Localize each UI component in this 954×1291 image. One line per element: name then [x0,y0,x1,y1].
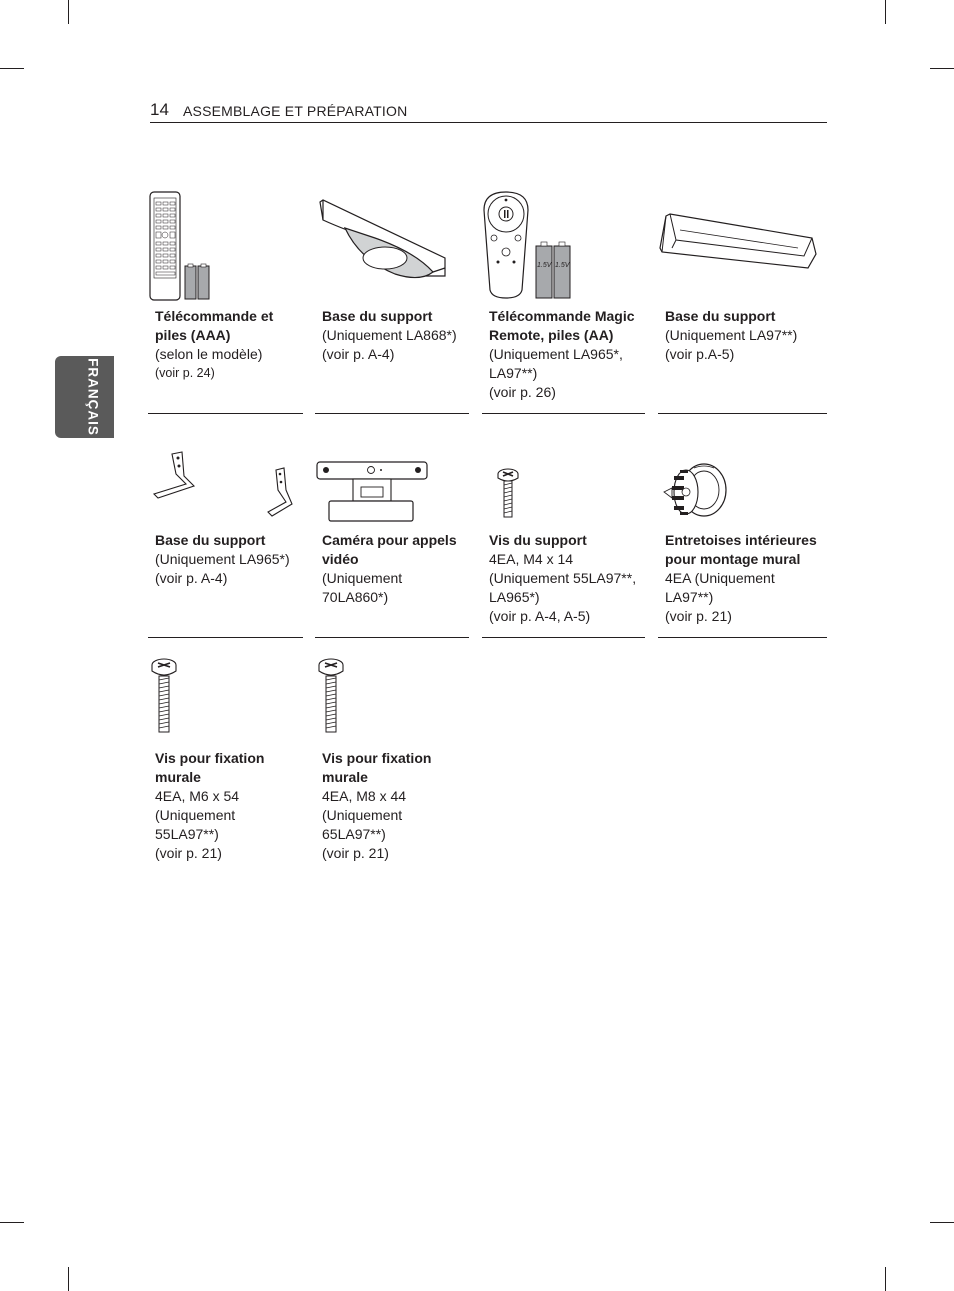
item-description [155,749,264,863]
crop-mark [0,68,24,69]
item-description [489,307,635,402]
item-detail-line: 55LA97**) [155,826,219,842]
item-description [155,307,273,383]
item-page-reference: (voir p. 24) [155,366,215,380]
item-video-camera [315,446,470,639]
item-title-line: murale [155,769,201,785]
item-page-reference: (voir p. 21) [155,845,222,861]
item-description [665,531,817,626]
row-divider [148,413,303,414]
crop-mark [930,1222,954,1223]
item-description [489,531,636,626]
item-remote [148,190,303,415]
item-detail-line: (selon le modèle) [155,346,263,362]
item-title-line: Remote, piles (AA) [489,327,614,343]
item-magic-remote [482,190,647,415]
wall-mount-spacer-icon [658,446,827,526]
item-page-reference: (voir p. 21) [665,608,732,624]
item-page-reference: (voir p. A-4) [155,570,228,586]
crop-mark [885,0,886,24]
crop-mark [68,1267,69,1291]
item-description [322,749,431,863]
item-detail-line: (Uniquement [155,807,236,823]
item-page-reference: (voir p. 21) [322,845,389,861]
wall-mount-screw-m6-icon [148,655,303,745]
item-detail-line: LA97**) [489,365,538,381]
item-detail-line: 4EA, M4 x 14 [489,551,574,567]
item-page-reference: (voir p. 26) [489,384,556,400]
item-description [665,307,797,364]
item-title-line: vidéo [322,551,359,567]
item-title-line: Entretoises intérieures [665,532,817,548]
item-detail-line: (Uniquement LA965*, [489,346,623,362]
item-detail-line: 70LA860*) [322,589,389,605]
section-title: ASSEMBLAGE ET PRÉPARATION [183,103,408,119]
video-call-camera-icon [315,446,470,526]
page-number: 14 [150,100,169,119]
item-title-line: piles (AAA) [155,327,231,343]
item-title-line: Base du support [322,308,433,324]
item-stand-base-la965 [148,446,303,639]
item-title-line: murale [322,769,368,785]
magic-remote-with-aa-batteries-icon [482,190,647,305]
language-tab [55,356,114,438]
item-detail-line: (Uniquement LA868*) [322,327,457,343]
row-divider [148,637,303,638]
item-detail-line: (Uniquement LA97**) [665,327,798,343]
item-description [322,531,457,607]
stand-base-la97-icon [658,190,827,305]
item-detail-line: 4EA, M8 x 44 [322,788,407,804]
item-detail-line: (Uniquement LA965*) [155,551,290,567]
page-header [150,100,827,123]
item-stand-base-la97 [658,190,827,415]
item-detail-line: (Uniquement [322,807,403,823]
row-divider [658,413,827,414]
item-title-line: Base du support [665,308,776,324]
crop-mark [930,68,954,69]
stand-screw-icon [482,446,647,526]
item-stand-base-la868 [315,190,470,415]
crop-mark [68,0,69,24]
item-page-reference: (voir p. A-4, A-5) [489,608,591,624]
item-page-reference: (voir p. A-4) [322,346,395,362]
item-wall-mount-screw-m6 [148,655,303,875]
item-title-line: Vis pour fixation [155,750,265,766]
item-stand-screw [482,446,647,639]
item-description [322,307,457,364]
row-divider [315,413,469,414]
stand-base-la965-icon [148,446,303,526]
item-title-line: Télécommande et [155,308,274,324]
item-detail-line: 4EA, M6 x 54 [155,788,240,804]
stand-base-la868-icon [315,190,470,305]
row-divider [315,637,469,638]
crop-mark [885,1267,886,1291]
item-title-line: Vis pour fixation [322,750,432,766]
item-page-reference: (voir p.A-5) [665,346,735,362]
item-title-line: Base du support [155,532,266,548]
item-title-line: pour montage mural [665,551,801,567]
item-wall-mount-screw-m8 [315,655,470,875]
item-title-line: Caméra pour appels [322,532,457,548]
item-detail-line: 65LA97**) [322,826,386,842]
row-divider [482,637,645,638]
wall-mount-screw-m8-icon [315,655,470,745]
item-detail-line: (Uniquement [322,570,403,586]
crop-mark [0,1222,24,1223]
language-tab-label: FRANÇAIS [85,358,101,436]
item-wall-mount-spacer [658,446,827,639]
item-title-line: Télécommande Magic [489,308,635,324]
item-title-line: Vis du support [489,532,587,548]
battery-voltage-label: 1.5V [537,262,552,269]
row-divider [658,637,827,638]
item-detail-line: LA965*) [489,589,540,605]
item-detail-line: LA97**) [665,589,714,605]
item-description [155,531,290,588]
item-detail-line: 4EA (Uniquement [665,570,775,586]
item-detail-line: (Uniquement 55LA97**, [489,570,637,586]
row-divider [482,413,645,414]
remote-with-aaa-batteries-icon [148,190,303,305]
battery-voltage-label: 1.5V [555,262,570,269]
